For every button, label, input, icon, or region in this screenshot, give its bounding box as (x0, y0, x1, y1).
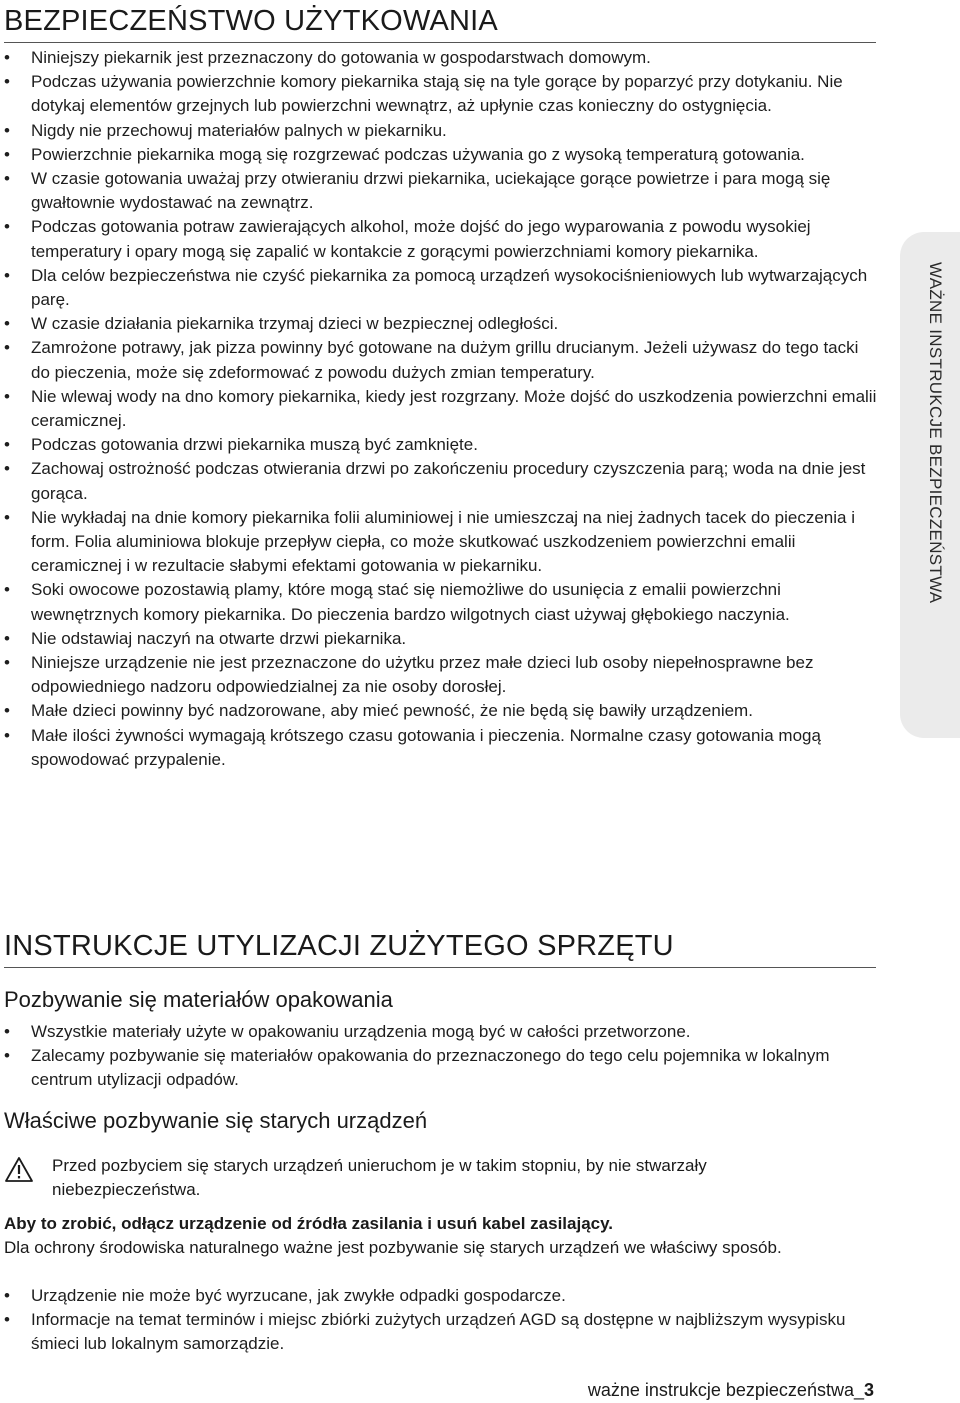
list-item: • Niniejsze urządzenie nie jest przeznaczone do użytku przez małe dzieci lub osoby niepełnosprawne bez odpowiedniego nadzoru odpowiedzialnej za nie osoby dorosłej. (0, 651, 880, 699)
safety-list (0, 46, 880, 772)
subheading-old-devices: Właściwe pozbywanie się starych urządzeń (4, 1108, 428, 1133)
list-item: • Dla celów bezpieczeństwa nie czyść piekarnika za pomocą urządzeń wysokociśnieniowych lub wytwarzających parę. (0, 264, 880, 312)
subheading-packaging: Pozbywanie się materiałów opakowania (4, 987, 393, 1012)
list-item: • Małe ilości żywności wymagają krótszego czasu gotowania i pieczenia. Normalne czasy gotowania mogą spowodować przypalenie. (0, 724, 880, 772)
list-item: • Nie odstawiaj naczyń na otwarte drzwi piekarnika. (0, 627, 880, 651)
list-item: • Informacje na temat terminów i miejsc zbiórki zużytych urządzeń AGD są dostępne w najbliższym wysypisku śmieci lub lokalnym samorządzie. (0, 1308, 880, 1356)
list-item: • Podczas gotowania drzwi piekarnika muszą być zamknięte. (0, 433, 880, 457)
section-title-safety: BEZPIECZEŃSTWO UŻYTKOWANIA (4, 4, 876, 43)
warning-triangle-icon (4, 1156, 34, 1183)
list-item: • Nie wykładaj na dnie komory piekarnika folii aluminiowej i nie umieszczaj na niej żadnych tacek do pieczenia i form. Folia aluminiowa blokuje przepływ ciepła, co może skutkować uszkodzeniem powierzchni emalii ceramicznej i w rezultacie słabymi efektami gotowania w piekarniku. (0, 506, 880, 579)
list-item: • Podczas gotowania potraw zawierających alkohol, może dojść do jego wyparowania z powodu wysokiej temperatury i opary mogą się zapalić w kontakcie z gorącymi powierzchniami komory piekarnika. (0, 215, 880, 263)
packaging-list (0, 1020, 880, 1093)
section-title-disposal: INSTRUKCJE UTYLIZACJI ZUŻYTEGO SPRZĘTU (4, 929, 876, 968)
bold-instruction: Aby to zrobić, odłącz urządzenie od źródła zasilania i usuń kabel zasilający. (4, 1214, 614, 1233)
list-item: • Soki owocowe pozostawią plamy, które mogą stać się niemożliwe do usunięcia z emalii powierzchni wewnętrznych komory piekarnika. Do pieczenia bardzo wilgotnych ciast używaj głębokiego naczynia. (0, 578, 880, 626)
list-item: • Nigdy nie przechowuj materiałów palnych w piekarniku. (0, 119, 880, 143)
list-item: • W czasie działania piekarnika trzymaj dzieci w bezpiecznej odległości. (0, 312, 880, 336)
list-item: • Zamrożone potrawy, jak pizza powinny być gotowane na dużym grillu drucianym. Jeżeli używasz do tego tacki do pieczenia, może się zdeformować z powodu dużych zmian temperatury. (0, 336, 880, 384)
environment-paragraph: Dla ochrony środowiska naturalnego ważne jest pozbywanie się starych urządzeń we właściwy sposób. (4, 1238, 782, 1257)
list-item: • Nie wlewaj wody na dno komory piekarnika, kiedy jest rozgrzany. Może dojść do uszkodzenia powierzchni emalii ceramicznej. (0, 385, 880, 433)
list-item: • Urządzenie nie może być wyrzucane, jak zwykłe odpadki gospodarcze. (0, 1284, 880, 1308)
old-devices-list (0, 1284, 880, 1357)
list-item: • Zalecamy pozbywanie się materiałów opakowania do przeznaczonego do tego celu pojemnika w lokalnym centrum utylizacji odpadów. (0, 1044, 880, 1092)
list-item: • Podczas używania powierzchnie komory piekarnika stają się na tyle gorące by poparzyć przy dotykaniu. Nie dotykaj elementów grzejnych lub powierzchni wewnątrz, aż upłynie czas konieczny do ostygnięcia. (0, 70, 880, 118)
page-number: 3 (863, 1380, 874, 1400)
list-item: • Zachowaj ostrożność podczas otwierania drzwi po zakończeniu procedury czyszczenia parą; woda na dnie jest gorąca. (0, 457, 880, 505)
list-item: • Niniejszy piekarnik jest przeznaczony do gotowania w gospodarstwach domowym. (0, 46, 880, 70)
list-item: • Powierzchnie piekarnika mogą się rozgrzewać podczas używania go z wysoką temperaturą gotowania. (0, 143, 880, 167)
list-item: • Małe dzieci powinny być nadzorowane, aby mieć pewność, że nie będą się bawiły urządzeniem. (0, 699, 880, 723)
list-item: • Wszystkie materiały użyte w opakowaniu urządzenia mogą być w całości przetworzone. (0, 1020, 880, 1044)
warning-text: Przed pozbyciem się starych urządzeń unieruchom je w takim stopniu, by nie stwarzały niebezpieczeństwa. (52, 1156, 707, 1200)
list-item: • W czasie gotowania uważaj przy otwieraniu drzwi piekarnika, uciekające gorące powietrze i para mogą się gwałtownie wydostawać na zewnątrz. (0, 167, 880, 215)
side-tab-label: WAŻNE INSTRUKCJE BEZPIECZEŃSTWA (926, 262, 945, 604)
footer-text: ważne instrukcje bezpieczeństwa_ (587, 1380, 864, 1400)
page-footer (588, 1380, 874, 1401)
